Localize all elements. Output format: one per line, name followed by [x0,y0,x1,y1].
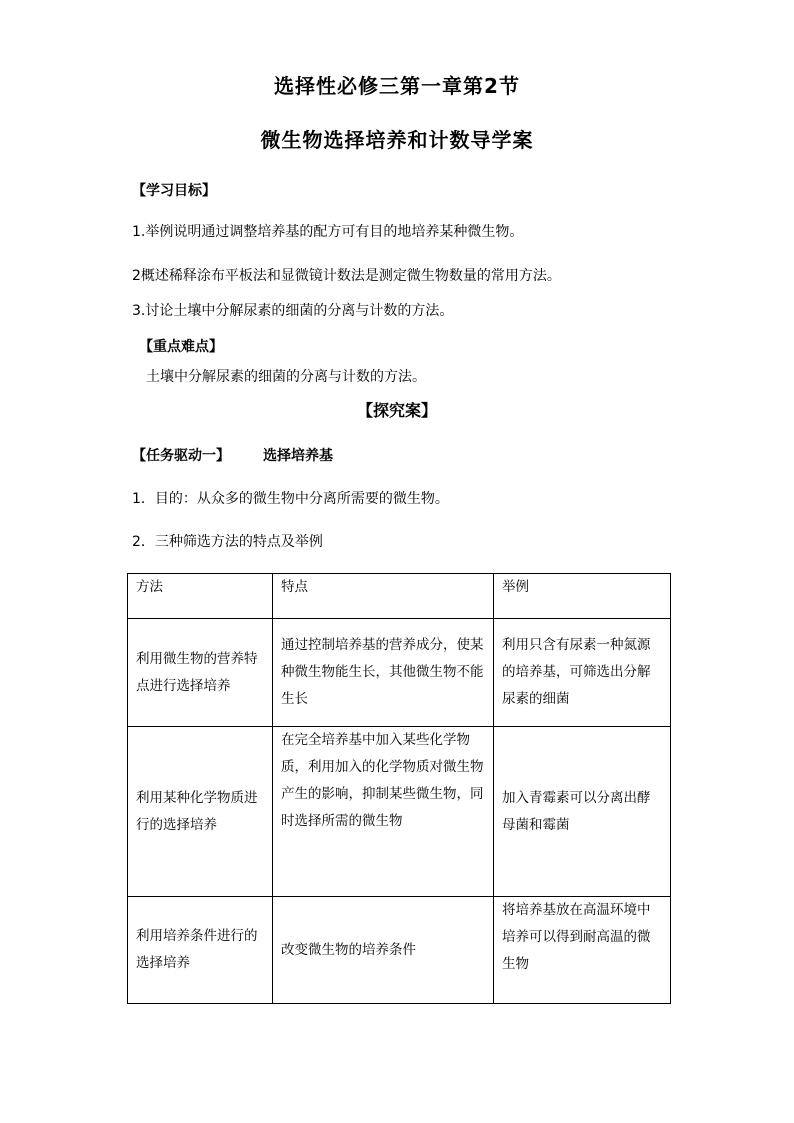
explore-heading: 【探究案】 [356,401,437,420]
table-header-cell: 特点 [273,574,494,619]
task-label: 【任务驱动一】 [132,448,230,464]
table-row [128,619,671,727]
explore-item-1: 1．目的：从众多的微生物中分离所需要的微生物。 [132,491,449,507]
objective-item-3: 3.讨论土壤中分解尿素的细菌的分离与计数的方法。 [132,303,454,319]
objective-item-1: 1.举例说明通过调整培养基的配方可有目的地培养某种微生物。 [132,224,524,240]
table-cell: 利用只含有尿素一种氮源的培养基，可筛选出分解尿素的细菌 [494,619,671,727]
table-row [128,727,671,897]
table-row [128,897,671,1004]
table-cell: 将培养基放在高温环境中培养可以得到耐高温的微生物 [494,897,671,1004]
explore-item-2: 2．三种筛选方法的特点及举例 [132,534,323,550]
key-points-heading: 【重点难点】 [139,339,223,355]
objectives-heading: 【学习目标】 [132,183,216,199]
methods-table [127,573,671,1004]
table-header-row [128,574,671,619]
table-cell: 加入青霉素可以分离出酵母菌和霉菌 [494,727,671,897]
key-points-text: 土壤中分解尿素的细菌的分离与计数的方法。 [146,369,426,385]
table-cell: 在完全培养基中加入某些化学物质，利用加入的化学物质对微生物产生的影响，抑制某些微生物，同时选择所需的微生物 [273,727,494,897]
table-cell: 利用微生物的营养特点进行选择培养 [128,619,273,727]
table-cell: 通过控制培养基的营养成分，使某种微生物能生长，其他微生物不能生长 [273,619,494,727]
table-header-cell: 举例 [494,574,671,619]
task-title: 选择培养基 [263,448,333,464]
objective-item-2: 2概述稀释涂布平板法和显微镜计数法是测定微生物数量的常用方法。 [132,268,561,284]
title-line-2: 微生物选择培养和计数导学案 [260,128,534,152]
table-header-cell: 方法 [128,574,273,619]
title-line-1: 选择性必修三第一章第2节 [274,74,520,98]
table-cell: 利用某种化学物质进行的选择培养 [128,727,273,897]
table-cell: 改变微生物的培养条件 [273,897,494,1004]
table-cell: 利用培养条件进行的选择培养 [128,897,273,1004]
